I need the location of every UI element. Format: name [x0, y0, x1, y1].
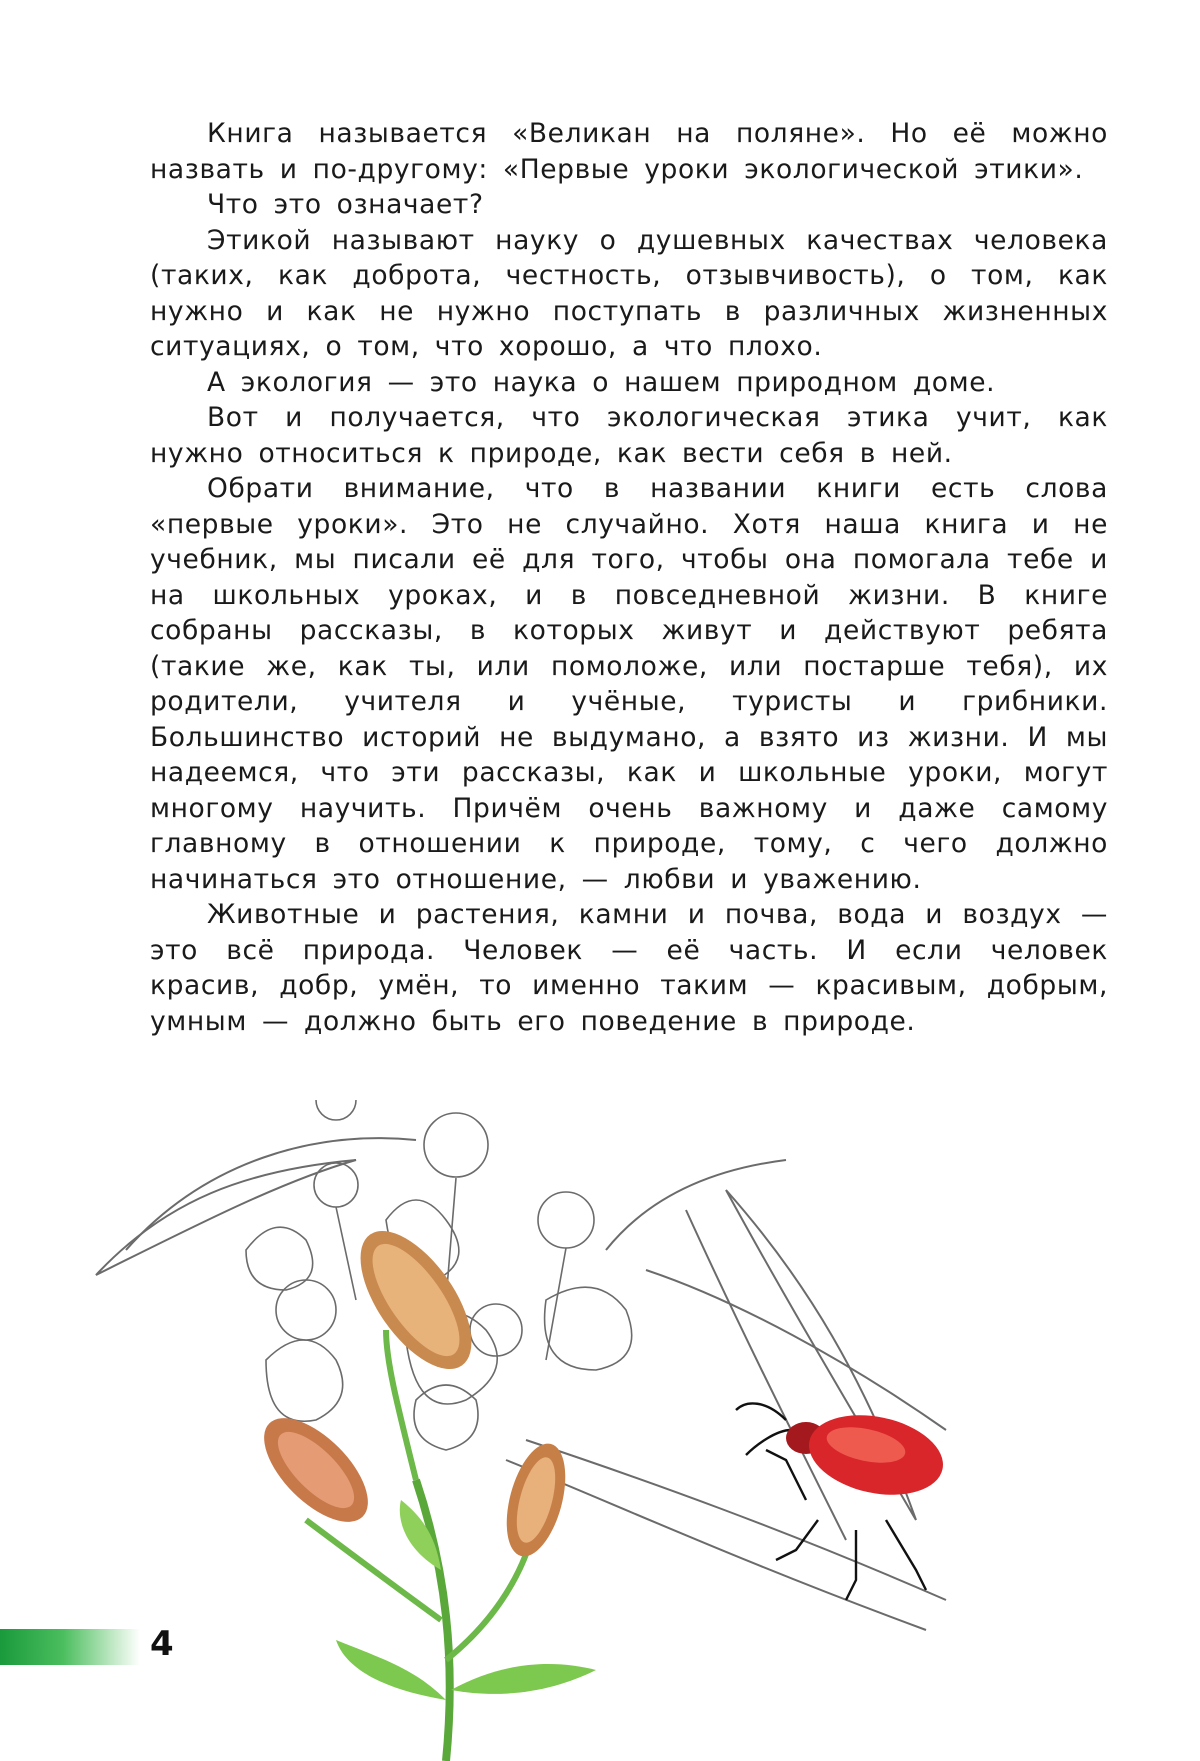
flowering-plant	[247, 1213, 596, 1761]
paragraph-eco-ethics: Вот и получается, что экологическая этика учит, как нужно относиться к природе, как вести себя в ней.	[150, 402, 1108, 469]
paragraph-nature: Животные и растения, камни и почва, вода и воздух — это всё природа. Человек — её часть. И если человек красив, добр, умён, то именно таким — красивым, добрым, умным — должно быть его поведение в природе.	[150, 899, 1108, 1037]
paragraph-intro: Книга называется «Великан на поляне». Но её можно назвать и по-другому: «Первые уроки экологической этики».	[150, 118, 1108, 185]
nature-illustration	[86, 1100, 1066, 1761]
paragraph-first-lessons: Обрати внимание, что в названии книги есть слова «первые уроки». Это не случайно. Хотя наша книга и не учебник, мы писали её для того, чтобы она помогала тебе и на школьных уроках, и в повседневной жизни. В книге собраны рассказы, в которых живут и действуют ребята (такие же, как ты, или помоложе, или постарше тебя), их родители, учителя и учёные, туристы и грибники. Большинство историй не выдумано, а взято из жизни. И мы надеемся, что эти рассказы, как и школьные уроки, могут многому научить. Причём очень важному и даже самому главному в отношении к природе, тому, с чего должно начинаться это отношение, — любви и уважению.	[150, 473, 1108, 895]
grass-sketch	[96, 1138, 946, 1630]
paragraph-question: Что это означает?	[207, 189, 484, 220]
page-color-tab	[0, 1629, 140, 1665]
page-number: 4	[150, 1624, 174, 1664]
paragraph-ecology: А экология — это наука о нашем природном доме.	[207, 366, 996, 398]
paragraph-ethics: Этикой называют науку о душевных качествах человека (таких, как доброта, честность, отзывчивость), о том, как нужно и как не нужно поступать в различных жизненных ситуациях, о том, что хорошо, а что плохо.	[150, 224, 1108, 362]
body-text	[150, 116, 1108, 1039]
beetle	[736, 1403, 950, 1600]
